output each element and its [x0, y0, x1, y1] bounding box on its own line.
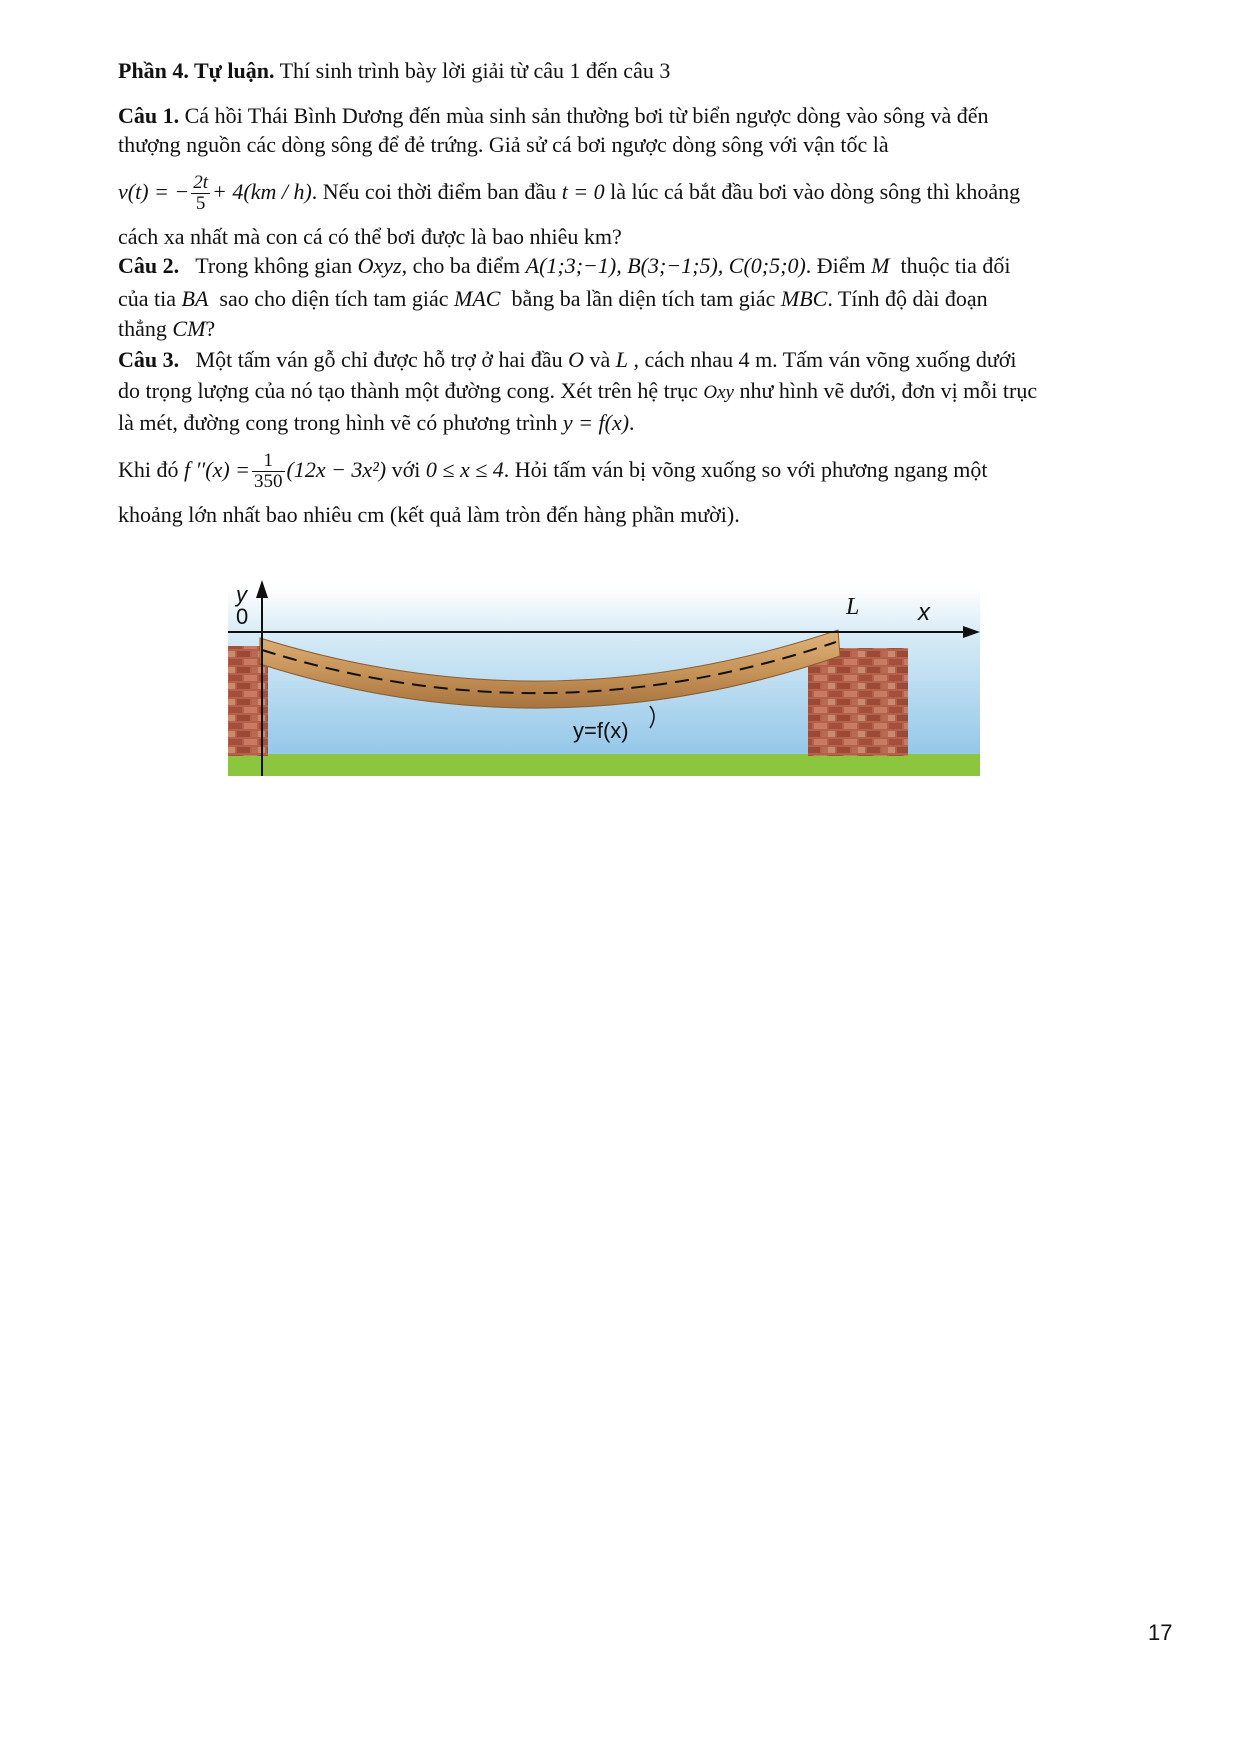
q3-text-5: khoảng lớn nhất bao nhiêu cm (kết quả làm tròn đến hàng phần mười). — [118, 502, 740, 527]
q3-text-1b: và — [589, 347, 611, 372]
q2-text-3b: ? — [205, 316, 216, 341]
q3-text-4a: Khi đó — [118, 457, 179, 482]
q3-yfx: y = f(x) — [562, 410, 630, 435]
q2-text-2c: bằng ba lần diện tích tam giác — [511, 286, 776, 311]
q3-line1 — [118, 345, 1017, 375]
q1-frac-den: 5 — [195, 193, 206, 215]
page-number: 17 — [1148, 1620, 1173, 1645]
q1-frac-num: 2t — [193, 172, 209, 194]
q3-fraction — [252, 451, 285, 492]
q3-line5 — [118, 500, 740, 530]
q3-poly: (12x − 3x²) — [286, 457, 387, 482]
q2-line3 — [118, 314, 215, 344]
l-label: L — [846, 594, 860, 620]
plank-figure-svg — [228, 578, 980, 776]
q3-l: L — [615, 347, 629, 372]
part-heading-line — [118, 56, 670, 86]
q2-mbc: MBC — [780, 286, 828, 311]
q3-fpp: f ′′(x) = — [184, 457, 250, 482]
q2-ba: BA — [181, 286, 209, 311]
q1-line2 — [118, 130, 889, 160]
q1-formula-line — [118, 170, 1020, 214]
q2-cm: CM — [172, 316, 206, 341]
q3-text-1c: , cách nhau 4 m. Tấm ván võng xuống dưới — [633, 347, 1017, 372]
q3-text-3a: là mét, đường cong trong hình vẽ có phương trình — [118, 410, 558, 435]
x-axis-label: x — [918, 599, 930, 626]
q2-text-3a: thẳng — [118, 316, 167, 341]
q1-text-1: Cá hồi Thái Bình Dương đến mùa sinh sản thường bơi từ biển ngược dòng vào sông và đến — [184, 103, 989, 128]
q3-oxy: Oxy — [703, 382, 734, 403]
q2-mac: MAC — [454, 286, 501, 311]
q3-range: 0 ≤ x ≤ 4 — [425, 457, 504, 482]
q2-m: M — [871, 253, 890, 278]
q1-label: Câu 1. — [118, 103, 180, 128]
q1-fraction — [191, 173, 210, 214]
q3-text-2b: như hình vẽ dưới, đơn vị mỗi trục — [739, 378, 1038, 403]
part-heading: Phần 4. Tự luận. — [118, 58, 275, 83]
q1-text-3: . Nếu coi thời điểm ban đầu — [311, 179, 557, 204]
q2-text-2b: sao cho diện tích tam giác — [219, 286, 449, 311]
curve-label: y=f(x) — [573, 718, 629, 743]
plank-figure — [228, 578, 980, 776]
q1-line4 — [118, 222, 622, 252]
q2-text-1b: , cho ba điểm — [401, 253, 521, 278]
q1-t0: t = 0 — [561, 179, 605, 204]
q1-formula-rhs: + 4(km / h) — [212, 179, 312, 204]
q2-label: Câu 2. — [118, 253, 180, 278]
q1-formula-lhs: v(t) = − — [118, 179, 190, 204]
q3-frac-num: 1 — [252, 451, 285, 472]
q3-text-4b: với — [391, 457, 421, 482]
q2-text-1d: thuộc tia đối — [900, 253, 1011, 278]
q3-line2 — [118, 376, 1037, 408]
q2-oxyz: Oxyz — [357, 253, 402, 278]
q3-text-4c: . Hỏi tấm ván bị võng xuống so với phương ngang một — [503, 457, 988, 482]
origin-label: 0 — [236, 604, 249, 629]
q1-line1 — [118, 101, 988, 131]
q2-line1 — [118, 251, 1010, 281]
q2-text-1c: . Điểm — [805, 253, 866, 278]
q3-frac-den: 350 — [254, 471, 283, 493]
q2-text-2d: . Tính độ dài đoạn — [827, 286, 988, 311]
q1-text-4: cách xa nhất mà con cá có thể bơi được là bao nhiêu km? — [118, 224, 622, 249]
q3-line4 — [118, 448, 988, 492]
q3-text-2a: do trọng lượng của nó tạo thành một đường cong. Xét trên hệ trục — [118, 378, 698, 403]
q2-line2 — [118, 284, 988, 314]
q3-o: O — [568, 347, 584, 372]
q2-text-2a: của tia — [118, 286, 177, 311]
q2-text-1a: Trong không gian — [195, 253, 353, 278]
q3-label: Câu 3. — [118, 347, 180, 372]
q3-text-1a: Một tấm ván gỗ chỉ được hỗ trợ ở hai đầu — [195, 347, 563, 372]
q1-text-3-end: là lúc cá bắt đầu bơi vào dòng sông thì khoảng — [610, 179, 1021, 204]
q3-line3 — [118, 408, 635, 438]
q1-text-2: thượng nguồn các dòng sông để đẻ trứng. Giả sử cá bơi ngược dòng sông với vận tốc là — [118, 132, 889, 157]
q3-text-3b: . — [629, 410, 635, 435]
grass — [228, 754, 980, 776]
q2-points: A(1;3;−1), B(3;−1;5), C(0;5;0) — [525, 253, 806, 278]
right-brick-pillar — [808, 648, 908, 756]
part-instruction: Thí sinh trình bày lời giải từ câu 1 đến câu 3 — [279, 58, 671, 83]
y-axis-label: y — [236, 582, 247, 607]
